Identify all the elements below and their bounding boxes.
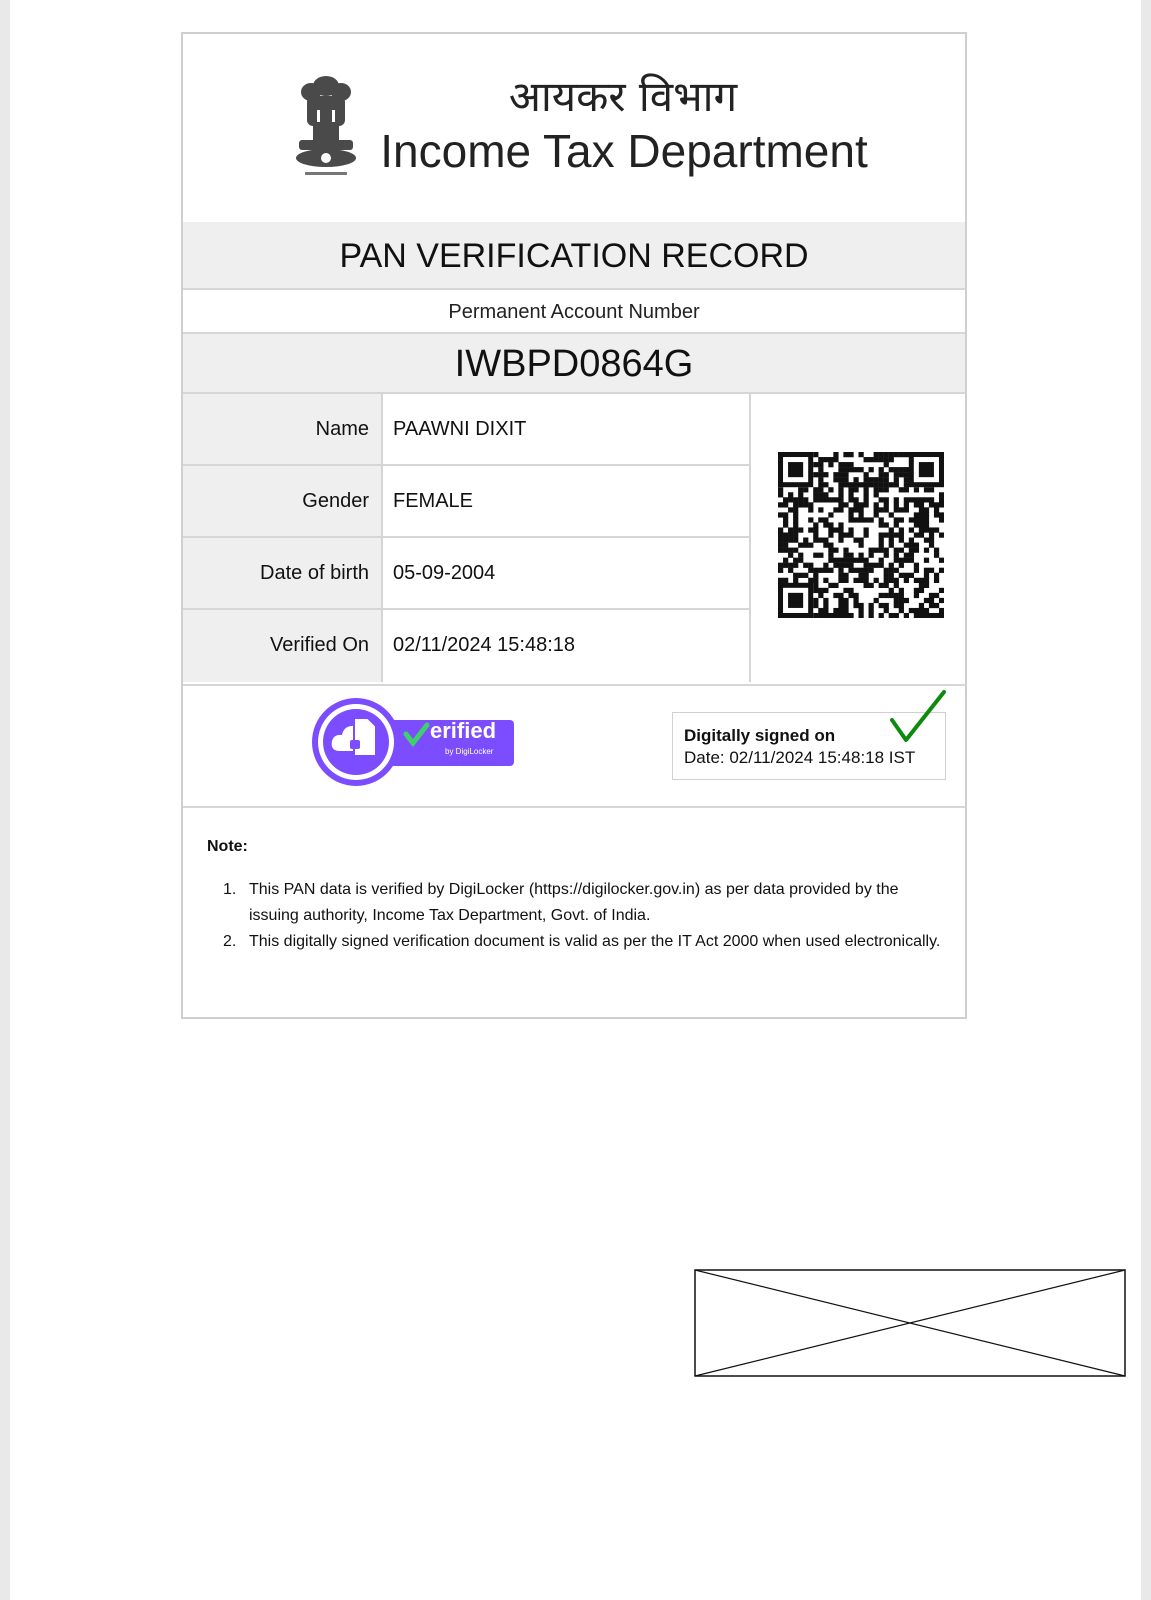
note-title: Note: <box>207 838 248 855</box>
name-value: PAAWNI DIXIT <box>383 394 749 466</box>
note-text: This PAN data is verified by DigiLocker (https://digilocker.gov.in) as per data provided by the issuing authority, Income Tax Department, Govt. of India. <box>249 881 899 924</box>
signed-date: Date: 02/11/2024 15:48:18 IST <box>684 748 916 767</box>
india-national-emblem-icon <box>291 70 361 180</box>
document-page <box>10 0 1141 1600</box>
details-label-column <box>183 394 383 682</box>
gender-label: Gender <box>183 466 381 538</box>
signed-title: Digitally signed on <box>684 726 836 745</box>
notes-section <box>183 806 965 1017</box>
hindi-department-title: आयकर विभाग <box>508 72 738 121</box>
record-title: PAN VERIFICATION RECORD <box>183 222 965 290</box>
note-text: This digitally signed verification document is valid as per the IT Act 2000 when used electronically. <box>249 933 941 950</box>
verified-badge-subtitle: by DigiLocker <box>445 747 494 756</box>
signature-placeholder-box <box>694 1269 1126 1377</box>
dob-label: Date of birth <box>183 538 381 610</box>
gender-value: FEMALE <box>383 466 749 538</box>
verified-badge-word: erified <box>430 718 497 743</box>
verified-on-label: Verified On <box>270 634 369 656</box>
signature-area <box>183 684 965 808</box>
verified-on-value: 02/11/2024 15:48:18 <box>393 634 576 656</box>
qr-code-icon <box>778 452 944 618</box>
pan-number: IWBPD0864G <box>183 334 965 394</box>
dob-value: 05-09-2004 <box>383 538 749 610</box>
note-number: 2. <box>223 933 237 950</box>
department-title: Income Tax Department <box>380 125 868 177</box>
name-label: Name <box>183 394 381 466</box>
pan-label: Permanent Account Number <box>183 290 965 334</box>
green-check-icon <box>888 688 948 744</box>
holder-details <box>183 394 965 686</box>
department-header <box>183 34 965 224</box>
note-number: 1. <box>223 881 237 898</box>
pan-verification-record <box>181 32 967 1019</box>
details-value-column <box>383 394 751 682</box>
